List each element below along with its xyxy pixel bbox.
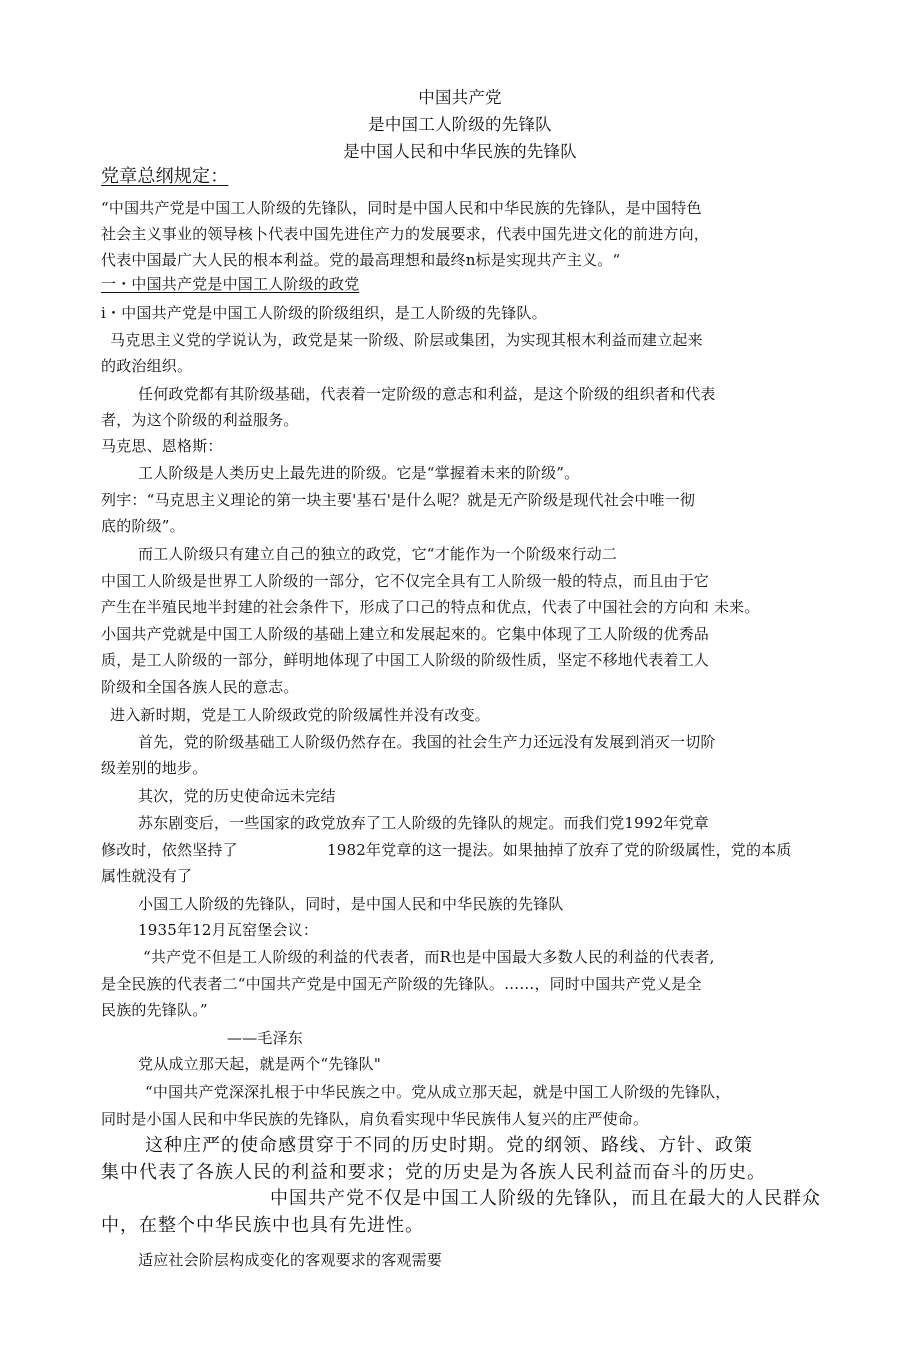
text-line: 1935年12月瓦窑堡会议： — [138, 921, 319, 939]
text-line: 同时是小国人民和中华民族的先锋队，肩负看实现中华民族伟人复兴的庄严使命。 — [101, 1110, 649, 1128]
text-line: 是全民族的代表者二“中国共产党是中国无产阶级的先锋队。……，同时中国共产党乂是全 — [101, 975, 702, 993]
text-line-large: 集中代表了各族人民的利益和要求；党的历史是为各族人民利益而奋斗的历史。 — [101, 1162, 766, 1183]
text-line: 适应社会阶层构成变化的客观要求的客观需要 — [138, 1251, 443, 1269]
text-line: 民族的先锋队。” — [101, 1001, 208, 1019]
text-line: 质，是工人阶级的一部分，鲜明地体现了中国工人阶级的阶级性质，坚定不移地代表着工人 — [101, 651, 710, 669]
text-line: 任何政党都有其阶级基础，代表着一定阶级的意志和利益，是这个阶级的组织者和代表 — [138, 385, 716, 403]
text-line: 社会主义事业的领导核卜代表中国先进住产力的发展要求，代表中国先进文化的前进方向， — [101, 225, 710, 243]
text-line: 其次，党的历史使命远未完结 — [138, 787, 336, 805]
text-line: 苏东剧变后，一些国家的政党放弃了工人阶级的先锋队的规定。而我们党1992年党章 — [138, 814, 709, 832]
text-line: 进入新时期，党是工人阶级政党的阶级属性并没有改变。 — [110, 706, 491, 724]
attribution: ——毛泽东 — [227, 1029, 304, 1047]
text-line: 修改时，依然坚持了 — [101, 841, 238, 859]
text-line: 马克思主义党的学说认为，政党是某一阶级、阶层或集团，为实现其根木利益而建立起来 — [110, 331, 703, 349]
title-line-2: 是中国工人阶级的先锋队 — [368, 115, 552, 134]
text-line: 1982年党章的这一提法。如果抽掉了放弃了党的阶级属性，党的本质 — [327, 841, 792, 859]
text-line: 者，为这个阶级的利益服务。 — [101, 411, 299, 429]
text-line: 首先，党的阶级基础工人阶级仍然存在。我国的社会生产力还远没有发展到消灭一切阶 — [138, 733, 716, 751]
text-line: 阶级和全国各族人民的意志。 — [101, 678, 299, 696]
title-line-3: 是中国人民和中华民族的先锋队 — [343, 142, 577, 161]
text-line: i・中国共产党是中国工人阶级的阶级组织，是工人阶级的先锋队。 — [101, 304, 547, 322]
title-line-1: 中国共产党 — [418, 88, 502, 107]
text-line: 产生在半殖民地半封建的社会条件下，形成了口己的特点和优点，代表了中国社会的方向和 未来。 — [101, 598, 760, 616]
text-line: 属性就没有了 — [101, 867, 193, 885]
text-line: 底的阶级”。 — [101, 517, 185, 535]
text-line: 而工人阶级只有建立自己的独立的政党，它“才能作为一个阶级來行动二 — [138, 545, 618, 563]
text-line-large: 中国共产党不仅是中国工人阶级的先锋队，而且在最大的人民群众 — [270, 1188, 821, 1209]
text-line: 工人阶级是人类历史上最先进的阶级。它是“掌握着未来的阶级”。 — [138, 464, 580, 482]
text-line: “中国共产党深深扎根于中华民族之中。党从成立那天起，就是中国工人阶级的先锋队， — [145, 1083, 731, 1101]
text-line: 马克思、恩格斯： — [101, 437, 223, 455]
text-line: 小国工人阶级的先锋队，同时，是中国人民和中华民族的先锋队 — [138, 895, 564, 913]
text-line: 代表中国最广大人民的根本利益。党的最高理想和最终n标是实现共产主义。“ — [101, 251, 621, 269]
text-line-large: 这种庄严的使命感贯穿于不同的历史时期。党的纲领、路线、方针、政策 — [145, 1135, 753, 1156]
text-line: 的政治组织。 — [101, 357, 193, 375]
text-line: 级差别的地步。 — [101, 759, 208, 777]
subsection-heading: 一・中国共产党是中国工人阶级的政党 — [101, 275, 360, 293]
text-line-large: 中，在整个中华民族中也具有先进性。 — [101, 1215, 424, 1236]
section-heading: 党章总纲规定： — [101, 166, 229, 187]
text-line: 中国工人阶级是世界工人阶级的一部分，它不仅完全具有工人阶级一般的特点，而且由于它 — [101, 572, 710, 590]
text-line: “中国共产党是中国工人阶级的先锋队，同时是中国人民和中华民族的先锋队，是中国特色 — [101, 199, 702, 217]
text-line: 小国共产党就是中国工人阶级的基础上建立和发展起來的。它集中体现了工人阶级的优秀品 — [101, 625, 710, 643]
text-line: 列宇：“马克思主义理论的第一块主要'基石'是什么呢？就是无产阶级是现代社会中唯一彻 — [101, 491, 696, 509]
text-line: “共产党不但是工人阶级的利益的代表者，而R也是中国最大多数人民的利益的代表者, — [143, 948, 715, 966]
text-line: 党从成立那天起，就是两个“先锋队" — [138, 1055, 381, 1073]
